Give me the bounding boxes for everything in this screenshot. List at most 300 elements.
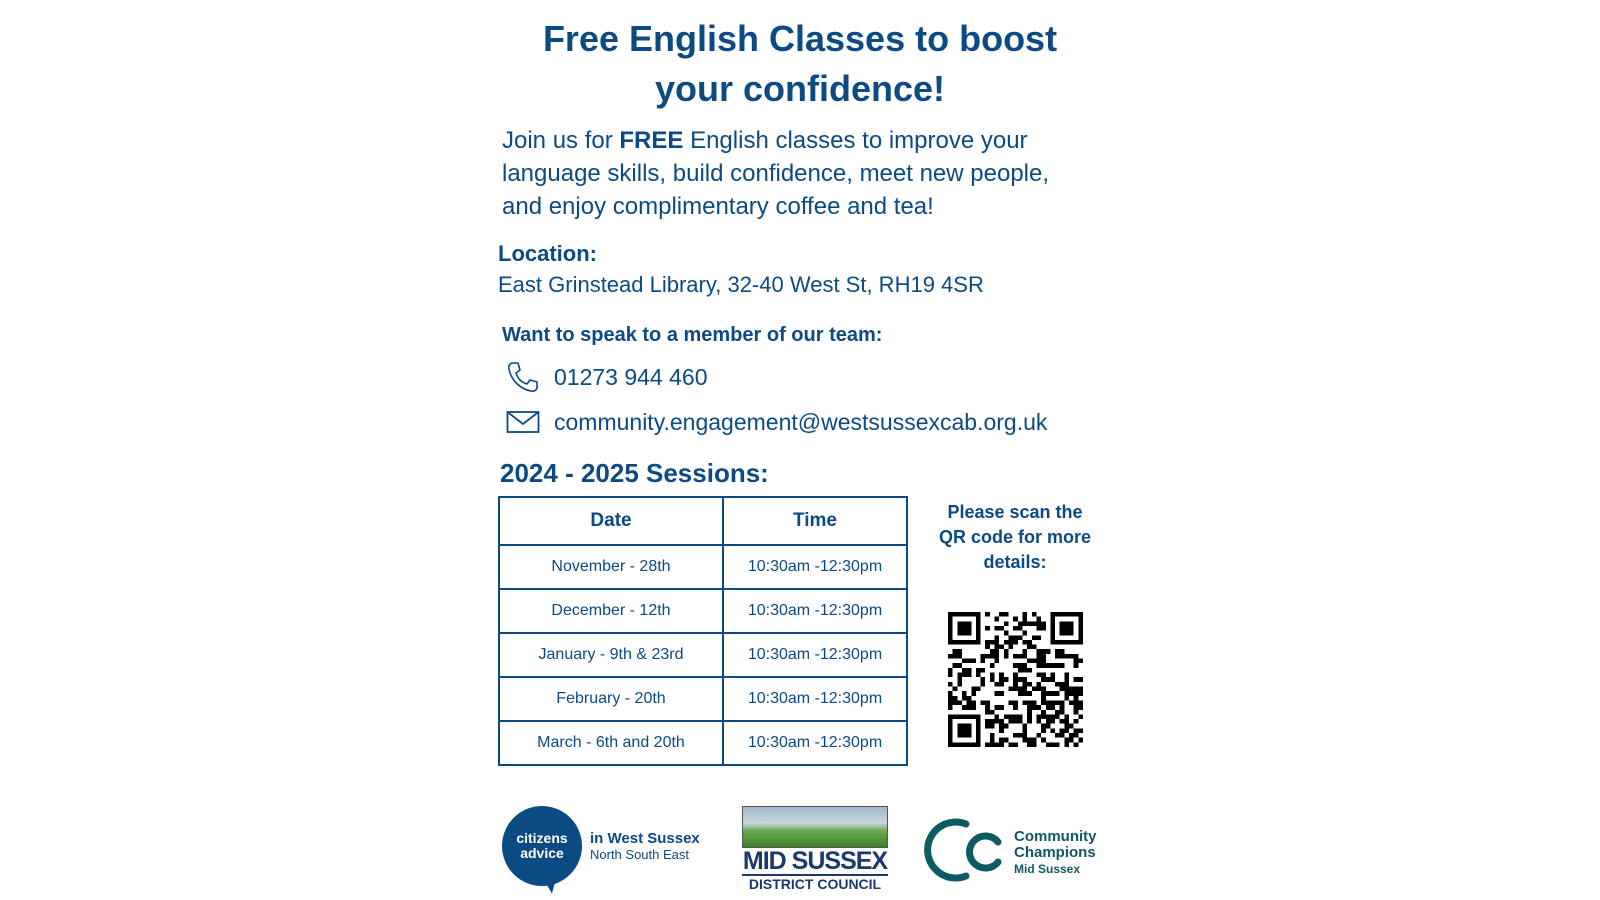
qr-module (990, 724, 995, 729)
qr-module (1046, 719, 1051, 724)
qr-module (957, 724, 962, 729)
qr-module (1078, 617, 1083, 622)
qr-module (1074, 612, 1079, 617)
qr-module (1046, 714, 1051, 719)
mid-sussex-name: MID SUSSEX (742, 847, 888, 875)
qr-module (1032, 705, 1037, 710)
qr-module (1060, 649, 1065, 654)
qr-module (948, 673, 953, 678)
qr-module (948, 635, 953, 640)
qr-module (957, 649, 962, 654)
ca-bubble-line-1: citizens (516, 830, 568, 846)
qr-module (1013, 654, 1018, 659)
qr-module (1018, 626, 1023, 631)
qr-module (948, 691, 953, 696)
qr-module (948, 714, 953, 719)
qr-module (1013, 714, 1018, 719)
qr-module (1022, 649, 1027, 654)
contact-heading: Want to speak to a member of our team: (502, 324, 883, 346)
qr-module (990, 677, 995, 682)
sessions-heading: 2024 - 2025 Sessions: (500, 458, 769, 488)
session-time: 10:30am -12:30pm (723, 677, 907, 721)
qr-module (1050, 728, 1055, 733)
qr-module (1055, 714, 1060, 719)
cc-line-3: Mid Sussex (1014, 861, 1081, 876)
qr-module (1022, 728, 1027, 733)
qr-module (1018, 654, 1023, 659)
qr-module (948, 612, 953, 617)
qr-module (948, 682, 953, 687)
qr-module (948, 724, 953, 729)
qr-module (967, 742, 972, 747)
qr-module (1060, 682, 1065, 687)
qr-module (1069, 654, 1074, 659)
table-row (499, 589, 907, 633)
qr-module (1013, 663, 1018, 668)
qr-module (1060, 733, 1065, 738)
qr-module (1041, 714, 1046, 719)
qr-module (999, 677, 1004, 682)
qr-module (1064, 677, 1069, 682)
qr-module (1013, 700, 1018, 705)
qr-module (1069, 733, 1074, 738)
qr-module (1074, 640, 1079, 645)
qr-module (957, 682, 962, 687)
qr-module (1041, 724, 1046, 729)
qr-text-line-2: QR code for more (938, 527, 1092, 547)
qr-module (1004, 631, 1009, 636)
qr-module (962, 691, 967, 696)
qr-module (1022, 733, 1027, 738)
qr-module (1046, 691, 1051, 696)
community-champions-logo (922, 812, 1097, 893)
phone-row (504, 359, 708, 395)
qr-module (971, 659, 976, 664)
qr-module (1027, 691, 1032, 696)
qr-module (1069, 640, 1074, 645)
qr-module (1027, 710, 1032, 715)
qr-module (1064, 742, 1069, 747)
qr-module (1022, 700, 1027, 705)
title-line-1: Free English Classes to boost (542, 18, 1058, 59)
qr-module (990, 640, 995, 645)
qr-module (995, 626, 1000, 631)
column-header-date: Date (499, 497, 723, 545)
qr-module (1013, 635, 1018, 640)
qr-module (1064, 691, 1069, 696)
qr-module (948, 700, 953, 705)
qr-module (1074, 705, 1079, 710)
qr-module (1032, 645, 1037, 650)
session-time: 10:30am -12:30pm (723, 589, 907, 633)
qr-module (1046, 705, 1051, 710)
qr-module (1041, 696, 1046, 701)
qr-module (967, 696, 972, 701)
qr-module (1078, 640, 1083, 645)
qr-module (1032, 742, 1037, 747)
qr-module (999, 742, 1004, 747)
qr-module (1013, 617, 1018, 622)
qr-module (981, 682, 986, 687)
qr-module (1004, 714, 1009, 719)
qr-module (990, 738, 995, 743)
cc-line-2: Champions (1014, 843, 1096, 861)
page-title (500, 14, 1100, 114)
qr-module (985, 626, 990, 631)
qr-module (985, 724, 990, 729)
qr-module (1004, 612, 1009, 617)
qr-module (1069, 686, 1074, 691)
ca-bubble-line-2: advice (520, 845, 564, 861)
email-address[interactable]: community.engagement@westsussexcab.org.uk (554, 408, 1048, 435)
qr-module (1078, 691, 1083, 696)
qr-module (1036, 649, 1041, 654)
qr-module (1074, 700, 1079, 705)
qr-module (1078, 626, 1083, 631)
qr-module (999, 626, 1004, 631)
qr-module (1013, 719, 1018, 724)
qr-module (1018, 733, 1023, 738)
qr-module (1027, 738, 1032, 743)
qr-module (953, 700, 958, 705)
qr-module (1013, 640, 1018, 645)
qr-module (1013, 686, 1018, 691)
qr-module (999, 682, 1004, 687)
qr-module (995, 635, 1000, 640)
qr-module (1055, 691, 1060, 696)
qr-module (1032, 612, 1037, 617)
qr-module (999, 719, 1004, 724)
qr-module (962, 668, 967, 673)
qr-module (1078, 728, 1083, 733)
qr-module (981, 654, 986, 659)
qr-module (990, 649, 995, 654)
qr-module (976, 621, 981, 626)
qr-module (1027, 682, 1032, 687)
qr-module (1050, 719, 1055, 724)
qr-module (957, 673, 962, 678)
qr-module (1055, 742, 1060, 747)
qr-module (1013, 682, 1018, 687)
qr-module (1027, 705, 1032, 710)
qr-module (1041, 649, 1046, 654)
qr-module (957, 654, 962, 659)
qr-module (995, 705, 1000, 710)
qr-module (1009, 686, 1014, 691)
qr-module (953, 640, 958, 645)
qr-module (976, 733, 981, 738)
qr-module (999, 738, 1004, 743)
intro-emphasis: FREE (619, 127, 684, 154)
qr-module (1041, 663, 1046, 668)
qr-module (1055, 682, 1060, 687)
qr-module (1013, 705, 1018, 710)
qr-module (953, 696, 958, 701)
qr-module (1074, 728, 1079, 733)
qr-module (1046, 742, 1051, 747)
qr-module (1022, 682, 1027, 687)
table-header-row (499, 497, 907, 545)
qr-module (1069, 700, 1074, 705)
qr-module (995, 714, 1000, 719)
qr-text-line-3: details: (983, 552, 1047, 572)
qr-module (962, 612, 967, 617)
qr-module (1069, 612, 1074, 617)
qr-module (985, 719, 990, 724)
qr-module (1050, 635, 1055, 640)
qr-module (1027, 742, 1032, 747)
qr-module (995, 691, 1000, 696)
qr-module (999, 691, 1004, 696)
intro-suffix: English classes to improve your language skills, build confidence, meet new people, and enjoy complimentary coffee and tea! (502, 127, 1050, 220)
qr-module (948, 654, 953, 659)
qr-module (1069, 738, 1074, 743)
qr-module (1046, 663, 1051, 668)
qr-module (985, 700, 990, 705)
qr-module (1041, 710, 1046, 715)
qr-module (990, 663, 995, 668)
qr-module (1074, 686, 1079, 691)
qr-module (999, 612, 1004, 617)
qr-module (976, 686, 981, 691)
session-date: November - 28th (499, 545, 723, 589)
qr-module (1078, 631, 1083, 636)
qr-module (1041, 738, 1046, 743)
qr-module (1060, 686, 1065, 691)
qr-module (957, 626, 962, 631)
qr-module (1055, 663, 1060, 668)
qr-module (1064, 724, 1069, 729)
qr-module (976, 742, 981, 747)
qr-module (1013, 742, 1018, 747)
qr-module (967, 668, 972, 673)
qr-module (1009, 742, 1014, 747)
qr-module (1009, 635, 1014, 640)
qr-module (1050, 677, 1055, 682)
qr-module (985, 742, 990, 747)
location-address: East Grinstead Library, 32-40 West St, RH19 4SR (498, 272, 984, 297)
qr-module (1055, 654, 1060, 659)
qr-module (1009, 700, 1014, 705)
qr-module (981, 677, 986, 682)
qr-code[interactable] (948, 612, 1083, 747)
qr-module (967, 640, 972, 645)
qr-module (1032, 621, 1037, 626)
qr-module (953, 649, 958, 654)
qr-module (985, 645, 990, 650)
qr-module (967, 714, 972, 719)
qr-module (1041, 686, 1046, 691)
qr-module (1074, 659, 1079, 664)
qr-module (1060, 654, 1065, 659)
qr-module (1032, 738, 1037, 743)
qr-module (1041, 659, 1046, 664)
qr-module (990, 733, 995, 738)
qr-module (1036, 686, 1041, 691)
qr-module (976, 724, 981, 729)
qr-module (953, 742, 958, 747)
qr-module (990, 673, 995, 678)
qr-module (1032, 635, 1037, 640)
qr-module (1036, 617, 1041, 622)
qr-module (1004, 654, 1009, 659)
qr-module (990, 719, 995, 724)
qr-module (967, 626, 972, 631)
qr-module (1004, 738, 1009, 743)
qr-module (995, 617, 1000, 622)
session-date: March - 6th and 20th (499, 721, 723, 765)
qr-module (1069, 626, 1074, 631)
qr-module (1074, 663, 1079, 668)
qr-module (995, 719, 1000, 724)
qr-module (957, 733, 962, 738)
qr-module (1036, 733, 1041, 738)
qr-module (948, 719, 953, 724)
qr-module (967, 659, 972, 664)
qr-module (1027, 645, 1032, 650)
session-time: 10:30am -12:30pm (723, 545, 907, 589)
qr-module (1064, 682, 1069, 687)
qr-module (1018, 677, 1023, 682)
qr-module (962, 673, 967, 678)
qr-module (967, 631, 972, 636)
qr-module (962, 705, 967, 710)
qr-module (1050, 700, 1055, 705)
qr-module (1046, 700, 1051, 705)
ca-subregion: North South East (590, 847, 689, 862)
qr-module (1064, 686, 1069, 691)
qr-module (1060, 728, 1065, 733)
table-row (499, 677, 907, 721)
title-line-2: your confidence! (654, 68, 946, 109)
qr-module (1036, 673, 1041, 678)
qr-module (990, 742, 995, 747)
qr-module (957, 631, 962, 636)
qr-module (995, 645, 1000, 650)
qr-module (948, 621, 953, 626)
qr-text-line-1: Please scan the (947, 502, 1083, 522)
qr-module (1069, 621, 1074, 626)
qr-module (1050, 663, 1055, 668)
qr-module (962, 626, 967, 631)
qr-module (971, 686, 976, 691)
qr-module (1027, 668, 1032, 673)
qr-module (1064, 728, 1069, 733)
qr-module (1050, 705, 1055, 710)
qr-module (948, 742, 953, 747)
ca-text (590, 830, 700, 862)
qr-module (1018, 691, 1023, 696)
qr-module (976, 631, 981, 636)
qr-module (967, 673, 972, 678)
qr-module (957, 700, 962, 705)
qr-module (1074, 710, 1079, 715)
qr-module (1018, 635, 1023, 640)
qr-module (967, 621, 972, 626)
intro-prefix: Join us for (502, 127, 620, 154)
qr-module (985, 654, 990, 659)
session-date: December - 12th (499, 589, 723, 633)
session-time: 10:30am -12:30pm (723, 721, 907, 765)
session-time: 10:30am -12:30pm (723, 633, 907, 677)
qr-module (1060, 640, 1065, 645)
qr-module (1069, 631, 1074, 636)
qr-module (1036, 621, 1041, 626)
qr-module (1078, 705, 1083, 710)
qr-module (948, 640, 953, 645)
qr-module (1050, 673, 1055, 678)
mid-sussex-landscape-icon (742, 806, 888, 848)
qr-module (1060, 700, 1065, 705)
mid-sussex-council: DISTRICT COUNCIL (742, 874, 888, 892)
envelope-icon (504, 404, 542, 440)
mid-sussex-logo (742, 806, 888, 892)
qr-module (999, 728, 1004, 733)
sessions-table (498, 496, 908, 766)
qr-module (1055, 640, 1060, 645)
qr-module (1064, 714, 1069, 719)
qr-module (1064, 612, 1069, 617)
qr-module (976, 640, 981, 645)
qr-module (976, 714, 981, 719)
qr-module (1022, 724, 1027, 729)
qr-module (971, 691, 976, 696)
qr-module (1036, 659, 1041, 664)
qr-module (953, 714, 958, 719)
qr-module (962, 659, 967, 664)
qr-module (1074, 742, 1079, 747)
qr-module (1078, 738, 1083, 743)
qr-module (1078, 714, 1083, 719)
qr-module (995, 659, 1000, 664)
qr-module (1060, 621, 1065, 626)
qr-module (1050, 617, 1055, 622)
qr-module (1074, 719, 1079, 724)
qr-module (1060, 626, 1065, 631)
session-date: February - 20th (499, 677, 723, 721)
qr-module (948, 705, 953, 710)
qr-module (1041, 654, 1046, 659)
table-row (499, 633, 907, 677)
qr-module (948, 728, 953, 733)
qr-module (990, 710, 995, 715)
qr-module (967, 724, 972, 729)
qr-module (1036, 635, 1041, 640)
qr-module (1060, 612, 1065, 617)
phone-number[interactable]: 01273 944 460 (554, 363, 708, 390)
qr-module (957, 714, 962, 719)
qr-module (1050, 714, 1055, 719)
qr-module (1060, 705, 1065, 710)
qr-module (948, 617, 953, 622)
qr-module (1041, 700, 1046, 705)
qr-module (1032, 700, 1037, 705)
qr-module (971, 705, 976, 710)
qr-module (985, 710, 990, 715)
qr-module (1078, 686, 1083, 691)
cc-text (1014, 829, 1097, 877)
qr-module (1027, 621, 1032, 626)
qr-module (957, 728, 962, 733)
qr-module (953, 654, 958, 659)
qr-module (999, 724, 1004, 729)
qr-module (971, 640, 976, 645)
qr-module (1055, 733, 1060, 738)
qr-module (953, 612, 958, 617)
community-champions-mark-icon (922, 812, 1004, 893)
qr-instructions (925, 500, 1105, 575)
qr-module (1022, 631, 1027, 636)
